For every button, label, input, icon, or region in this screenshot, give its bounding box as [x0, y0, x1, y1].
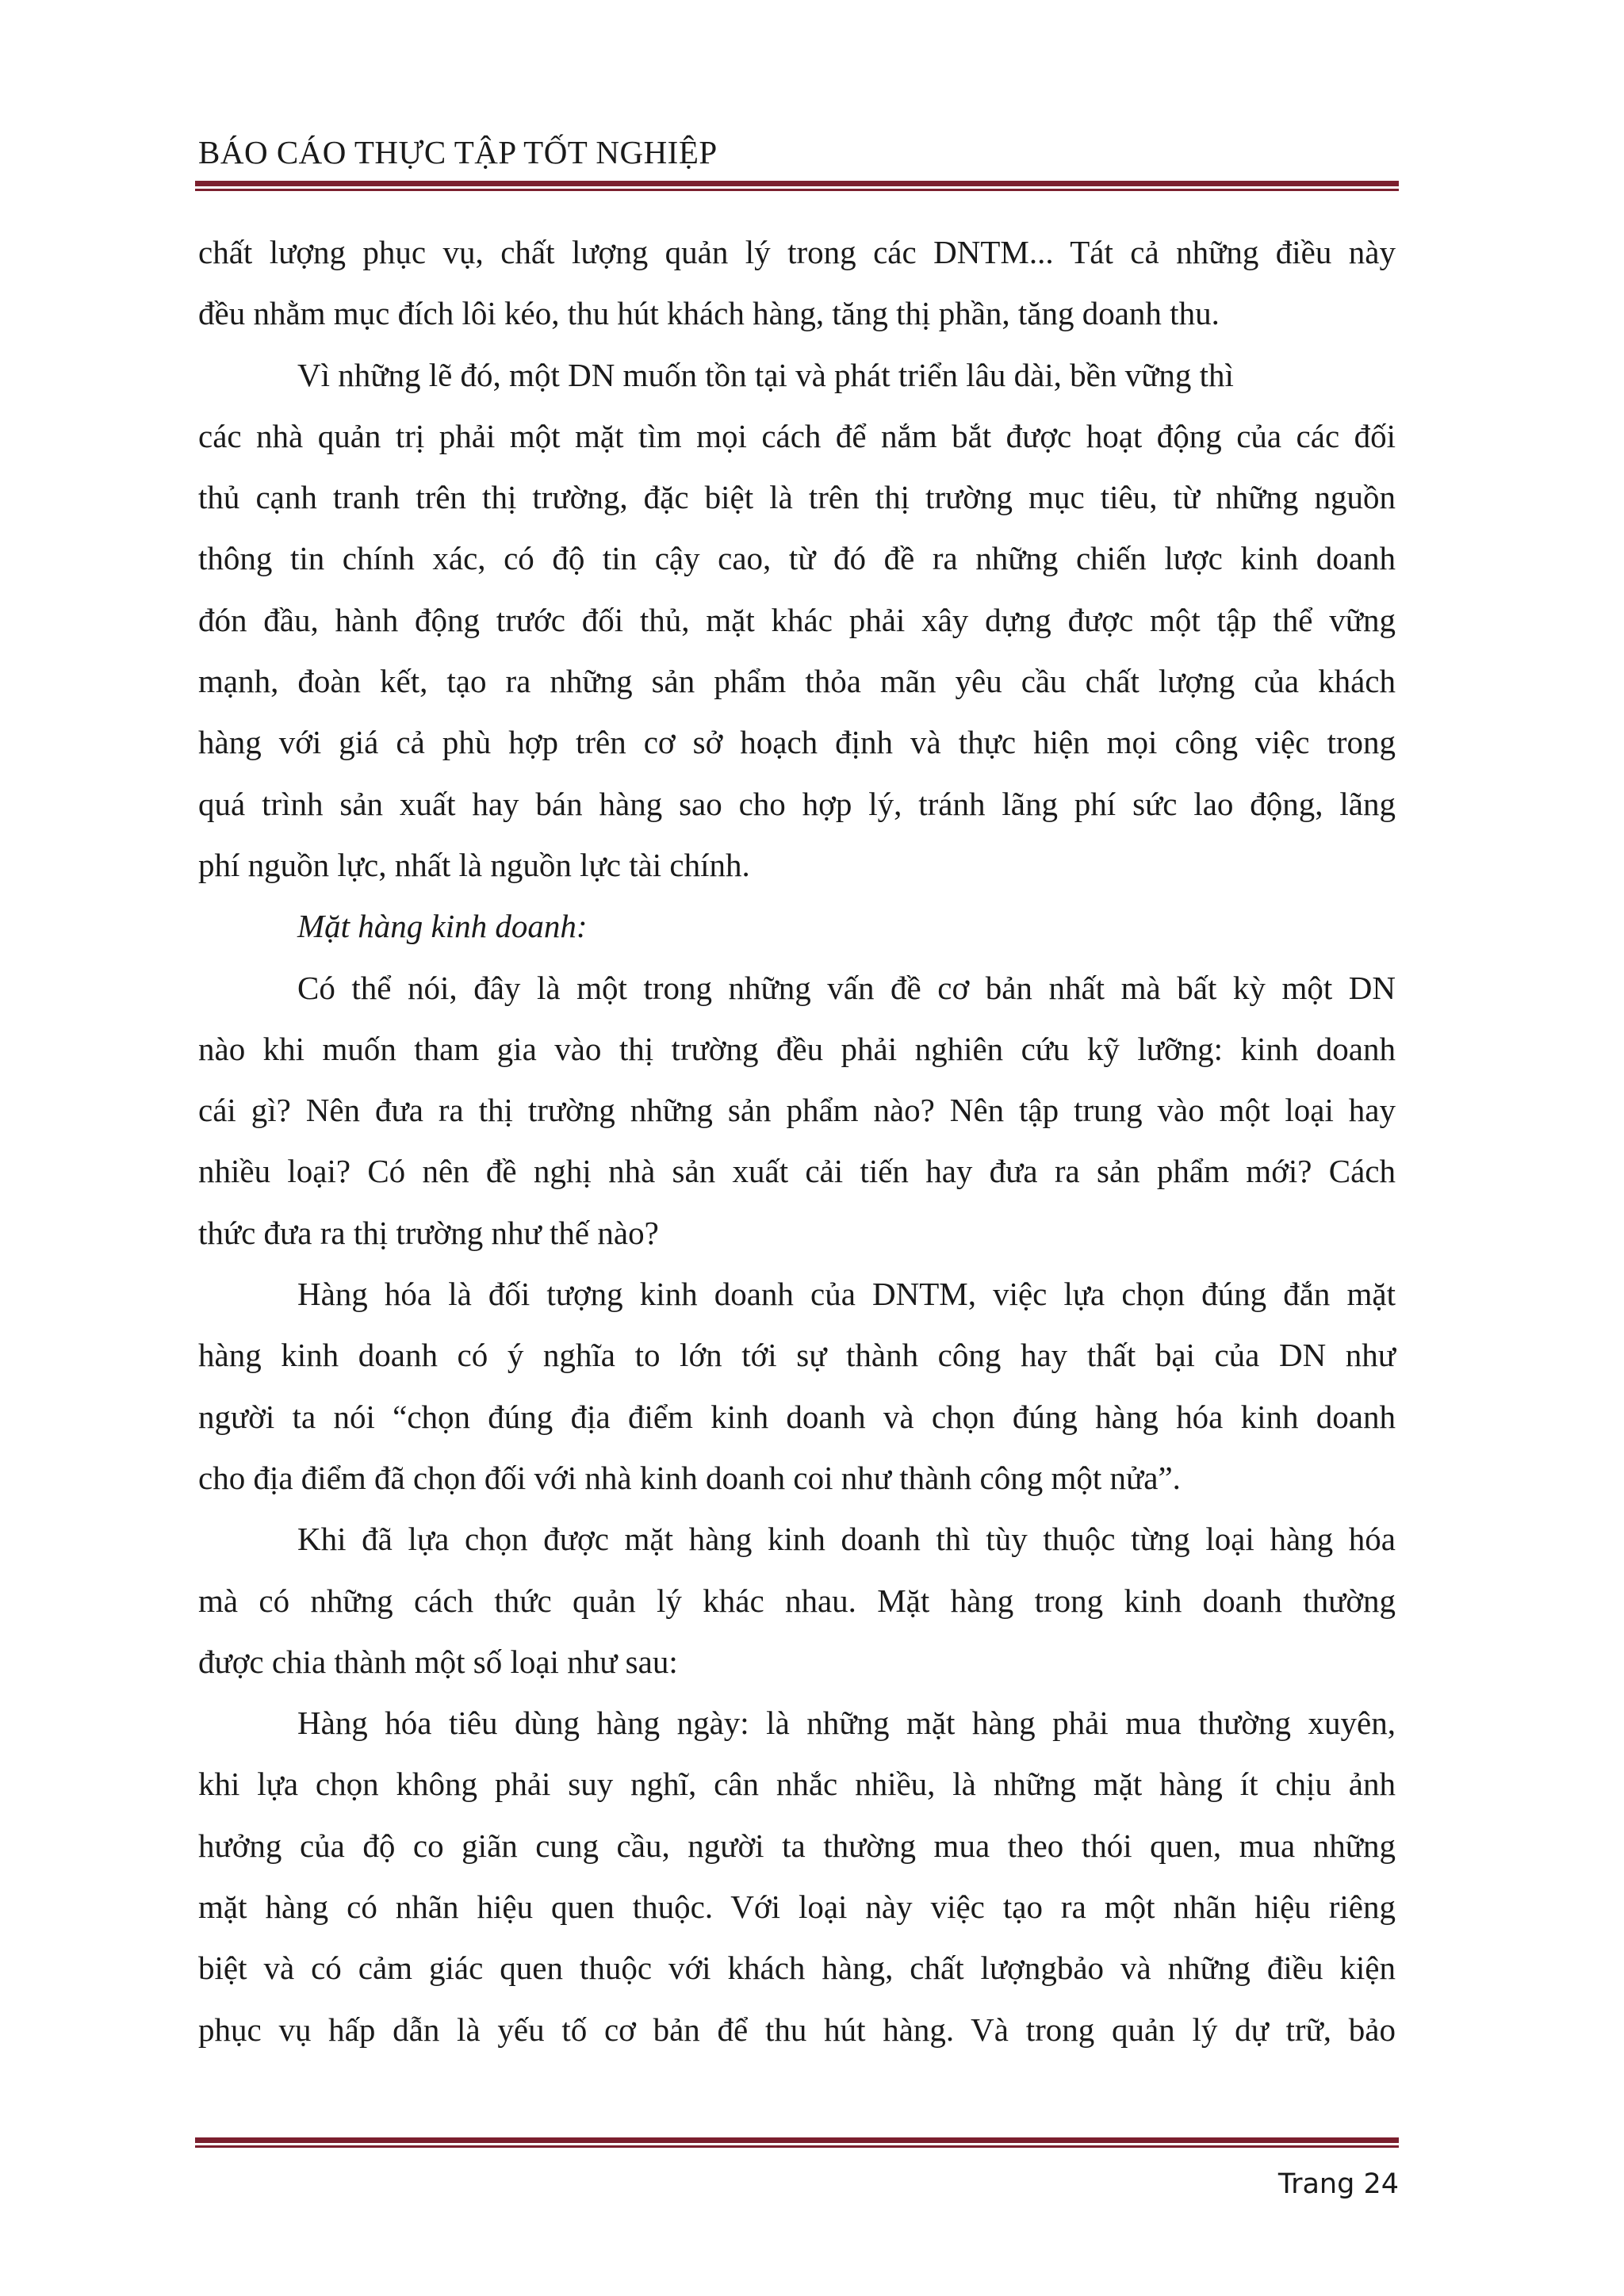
- paragraph-first-line: Hàng hóa tiêu dùng hàng ngày: là những mặt hàng phải mua thường xuyên,: [297, 1705, 1396, 1742]
- paragraph-first-line: Vì những lẽ đó, một DN muốn tồn tại và phát triển lâu dài, bền vững thì: [297, 356, 1234, 393]
- text-line: các nhà quản trị phải một mặt tìm mọi cách để nắm bắt được hoạt động của các đối: [198, 417, 1396, 454]
- paragraph-first-line: Có thể nói, đây là một trong những vấn đề cơ bản nhất mà bất kỳ một DN: [297, 969, 1396, 1006]
- text-line: nào khi muốn tham gia vào thị trường đều phải nghiên cứu kỹ lưỡng: kinh doanh: [198, 1030, 1396, 1067]
- text-line: thông tin chính xác, có độ tin cậy cao, từ đó đề ra những chiến lược kinh doanh: [198, 540, 1396, 577]
- text-line: nhiều loại? Có nên đề nghị nhà sản xuất cải tiến hay đưa ra sản phẩm mới? Cách: [198, 1153, 1396, 1190]
- text-line: được chia thành một số loại như sau:: [198, 1643, 678, 1680]
- text-line: quá trình sản xuất hay bán hàng sao cho hợp lý, tránh lãng phí sức lao động, lãng: [198, 785, 1396, 822]
- text-line: mạnh, đoàn kết, tạo ra những sản phẩm thỏa mãn yêu cầu chất lượng của khách: [198, 663, 1396, 700]
- text-line: khi lựa chọn không phải suy nghĩ, cân nhắc nhiều, là những mặt hàng ít chịu ảnh: [198, 1766, 1396, 1803]
- paragraph-first-line: Khi đã lựa chọn được mặt hàng kinh doanh thì tùy thuộc từng loại hàng hóa: [297, 1521, 1396, 1558]
- text-line: chất lượng phục vụ, chất lượng quản lý trong các DNTM... Tát cả những điều này: [198, 234, 1396, 270]
- document-header-title: BÁO CÁO THỰC TẬP TỐT NGHIỆP: [198, 134, 718, 170]
- text-line: hàng với giá cả phù hợp trên cơ sở hoạch định và thực hiện mọi công việc trong: [198, 724, 1396, 761]
- text-line: mặt hàng có nhãn hiệu quen thuộc. Với loại này việc tạo ra một nhãn hiệu riêng: [198, 1888, 1396, 1926]
- text-line: hàng kinh doanh có ý nghĩa to lớn tới sự thành công hay thất bại của DN như: [198, 1337, 1396, 1374]
- footer-divider: [195, 2137, 1399, 2148]
- header-divider: [195, 181, 1399, 191]
- text-line: người ta nói “chọn đúng địa điểm kinh doanh và chọn đúng hàng hóa kinh doanh: [198, 1398, 1396, 1435]
- text-line: phí nguồn lực, nhất là nguồn lực tài chính.: [198, 846, 750, 883]
- text-line: đón đầu, hành động trước đối thủ, mặt khác phải xây dựng được một tập thể vững: [198, 601, 1396, 638]
- text-line: thức đưa ra thị trường như thế nào?: [198, 1214, 659, 1251]
- text-line: cho địa điểm đã chọn đối với nhà kinh doanh coi như thành công một nửa”.: [198, 1459, 1181, 1496]
- paragraph-first-line: Hàng hóa là đối tượng kinh doanh của DNTM, việc lựa chọn đúng đắn mặt: [297, 1276, 1396, 1313]
- text-line: phục vụ hấp dẫn là yếu tố cơ bản để thu hút hàng. Và trong quản lý dự trữ, bảo: [198, 2011, 1396, 2048]
- text-line: biệt và có cảm giác quen thuộc với khách hàng, chất lượngbảo và những điều kiện: [198, 1950, 1396, 1987]
- section-subheading: Mặt hàng kinh doanh:: [297, 908, 588, 945]
- text-line: mà có những cách thức quản lý khác nhau. Mặt hàng trong kinh doanh thường: [198, 1582, 1396, 1619]
- text-line: hưởng của độ co giãn cung cầu, người ta thường mua theo thói quen, mua những: [198, 1827, 1396, 1864]
- text-line: thủ cạnh tranh trên thị trường, đặc biệt là trên thị trường mục tiêu, từ những nguồn: [198, 479, 1396, 516]
- text-line: cái gì? Nên đưa ra thị trường những sản phẩm nào? Nên tập trung vào một loại hay: [198, 1092, 1396, 1129]
- text-line: đều nhằm mục đích lôi kéo, thu hút khách hàng, tăng thị phần, tăng doanh thu.: [198, 295, 1220, 332]
- page-body: [198, 222, 1396, 2061]
- page-number: Trang 24: [1277, 2168, 1399, 2200]
